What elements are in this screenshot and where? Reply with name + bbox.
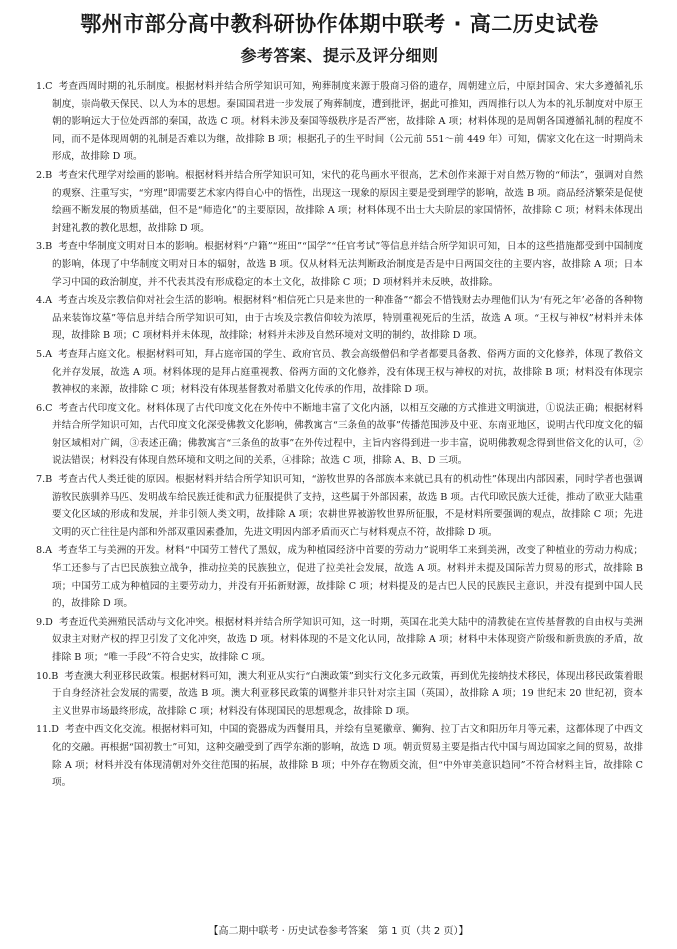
answer-explanation: 考查拜占庭文化。根据材料可知，拜占庭帝国的学生、政府官员、教会高级僧侣和学者都要具备教、俗两方面的文化修养，体现了教俗文化并存发展，故选 A 项。材料体现的是拜占庭重视教、俗两方面的文化修养，没有体现王权与神权的对抗，故排除 B 项；材料没有体现宗教神权的来源，故排除 C 项；材料没有体现基督教对希腊文化传承的作用，故排除 D 项。 [52,348,643,396]
page-title: 鄂州市部分高中教科研协作体期中联考 · 高二历史试卷 [80,12,599,36]
answer-item [36,346,643,399]
answer-item [36,668,643,721]
page-subtitle: 参考答案、提示及评分细则 [240,46,439,65]
answer-explanation: 考查西周时期的礼乐制度。根据材料并结合所学知识可知，殉葬制度来源于殷商习俗的遗存，周朝建立后，中原封国舍、宋大多遵循礼乐制度，崇尚敬天保民、以人为本的思想。秦国国君进一步发展了殉葬制度，遭到批评，据此可推知，西周推行以人为本的礼乐制度对中原王朝的影响远大于位处西部的秦国，故选 C 项。材料未涉及秦国等级秩序是否严密，故排除 A 项；材料体现的是周朝各国遵循礼制的程度不同，而不是体现周朝的礼制是否难以为继，故排除 B 项；根据孔子的生平时间（公元前 551～前 449 年）可知，儒家文化在这一时期尚未形成，故排除 D 项。 [52,81,643,163]
question-number: 4. [36,295,46,307]
answer-item [36,400,643,470]
answer-letter: C [45,402,53,414]
answer-list [36,78,643,792]
answer-explanation: 考查澳大利亚移民政策。根据材料可知，澳大利亚从实行“白澳政策”到实行文化多元政策，再到优先接纳技术移民，体现出移民政策着眼于自身经济社会发展的需要，故选 B 项。澳大利亚移民政策的调整并非只针对宗主国（英国），故排除 A 项；19 世纪末 20 世纪初，资本主义世界市场最终形成，故排除 C 项；材料没有体现国民的思想观念，故排除 D 项。 [52,670,643,717]
question-number: 11. [36,724,52,736]
answer-explanation: 考查古代人类迁徙的原因。根据材料并结合所学知识可知，“游牧世界的各部族本来就已具有的机动性”体现出内部因素，同时学者也强调游牧民族驯养马匹、发明战车给民族迁徙和武力征服提供了支持，这些属于外部因素，故选 B 项。古代印欧民族大迁徙，推动了欧亚大陆重要文化区域的形成和发展，并非引领人类文明，故排除 A 项；农耕世界被游牧世界所征服，不是材料所要强调的观点，故排除 C 项；先进文明的灭亡往往是内部和外部双重因素叠加，先进文明因内部矛盾而灭亡与材料观点不符，故排除 D 项。 [52,474,643,538]
answer-explanation: 考查古埃及宗教信仰对社会生活的影响。根据材料“相信死亡只是来世的一种准备”“都会不惜钱财去办理他们认为‘有死之年’必备的各种物品来装饰坟墓”等信息并结合所学知识可知，由于古埃及宗教信仰较为浓厚，特别重视死后的生活，故选 A 项。“王权与神权”材料并未体现，故排除 B 项；C 项材料并未体现，故排除；材料并未涉及自然环境对文明的制约，故排除 D 项。 [52,295,643,342]
answer-item [36,721,643,791]
answer-letter: A [45,348,53,360]
answer-item [36,292,643,345]
answer-letter: B [45,474,53,486]
page-footer: 【高二期中联考 · 历史试卷参考答案 第 1 页（共 2 页）】 [208,926,469,937]
answer-letter: A [45,295,53,307]
answer-letter: B [45,169,53,181]
answer-item [36,471,643,541]
answer-letter: C [45,81,53,92]
answer-item [36,238,643,291]
question-number: 10. [36,670,52,682]
answer-letter: D [51,724,59,736]
answer-item [36,167,643,237]
question-number: 1. [36,81,46,92]
question-number: 2. [36,169,46,181]
answer-letter: B [45,241,53,253]
question-number: 3. [36,241,46,253]
question-number: 9. [36,616,46,628]
question-number: 5. [36,348,46,360]
answer-letter: A [45,545,53,557]
answer-explanation: 考查宋代理学对绘画的影响。根据材料并结合所学知识可知，宋代的花鸟画水平很高，艺术创作来源于对自然万物的“师法”，强调对自然的观察、注重写实，“穷理”即需要艺术家内得自心中的悟性，出现这一现象的原因主要是受到理学的影响，故选 B 项。商品经济繁荣是促使绘画不断发展的物质基础，但不是“师造化”的主要原因，故排除 A 项；材料体现不出士大夫阶层的家国情怀，故排除 C 项；材料未体现出封建礼教的教化思想，故排除 D 项。 [52,169,643,234]
question-number: 6. [36,402,46,414]
question-number: 8. [36,545,46,557]
answer-item [36,614,643,667]
answer-item [36,78,643,166]
answer-explanation: 考查中华制度文明对日本的影响。根据材料“户籍”“班田”“国学”“任官考试”等信息并结合所学知识可知，日本的这些措施都受到中国制度的影响，体现了中华制度文明对日本的辐射，故选 B 项。仅从材料无法判断政治制度是否是中日两国交往的主要内容，故排除 A 项；日本学习中国的政治制度，并不代表其没有形成稳定的本土文化，故排除 C 项；D 项材料并未反映，故排除。 [52,241,643,288]
answer-letter: B [51,670,59,682]
answer-letter: D [45,616,53,628]
answer-explanation: 考查华工与美洲的开发。材料“中国劳工替代了黑奴，成为种植园经济中首要的劳动力”说明华工来到美洲，改变了种植业的劳动力构成；华工还参与了古巴民族独立战争，推动拉美的民族独立，促进了拉美社会发展，故选 A 项。材料并未提及国际苦力贸易的形式，故排除 B 项；中国劳工成为种植园的主要劳动力，并没有开拓新财源，故排除 C 项；材料提及的是古巴人民的民族民主意识，并没有提到中国人民的，故排除 D 项。 [52,545,643,610]
answer-explanation: 考查中西文化交流。根据材料可知，中国的瓷器成为西餐用具，并绘有皇冕徽章、狮狗、拉丁古文和阳历年月等元素，这都体现了中西文化的交融。再根据“国初教士”可知，这种交融受到了西学东渐的影响，故选 D 项。朝贡贸易主要是指古代中国与周边国家之间的贸易，故排除 A 项；材料并没有体现清朝对外交往范围的拓展，故排除 B 项；中外存在物质交流，但“中外审美意识趋同”不符合材料主旨，故排除 C 项。 [52,724,643,789]
answer-explanation: 考查古代印度文化。材料体现了古代印度文化在外传中不断地丰富了文化内涵，以相互交融的方式推进文明演进，①说法正确；根据材料并结合所学知识可知，古代印度文化深受佛教文化影响，佛教寓言“三条鱼的故事”传播范围涉及中亚、东南亚地区，说明古代印度文化的辐射区域相对广阔，③表述正确；佛教寓言“三条鱼的故事”在外传过程中，主旨内容得到进一步丰富，说明佛教观念得到世俗文化的认可，②说法错误；材料没有体现自然环境和文明之间的关系，④排除；故选 C 项，排除 A、B、D 三项。 [52,402,643,467]
answer-explanation: 考查近代美洲殖民活动与文化冲突。根据材料并结合所学知识可知，这一时期，英国在北美大陆中的清教徒在宣传基督教的自由权与美洲奴隶主对财产权的捍卫引发了文化冲突，故选 D 项。材料体现的不是文化认同，故排除 A 项；材料中未体现资产阶级和新贵族的矛盾，故排除 B 项；“唯一手段”不符合史实，故排除 C 项。 [52,616,643,663]
answer-item [36,542,643,612]
question-number: 7. [36,474,46,486]
